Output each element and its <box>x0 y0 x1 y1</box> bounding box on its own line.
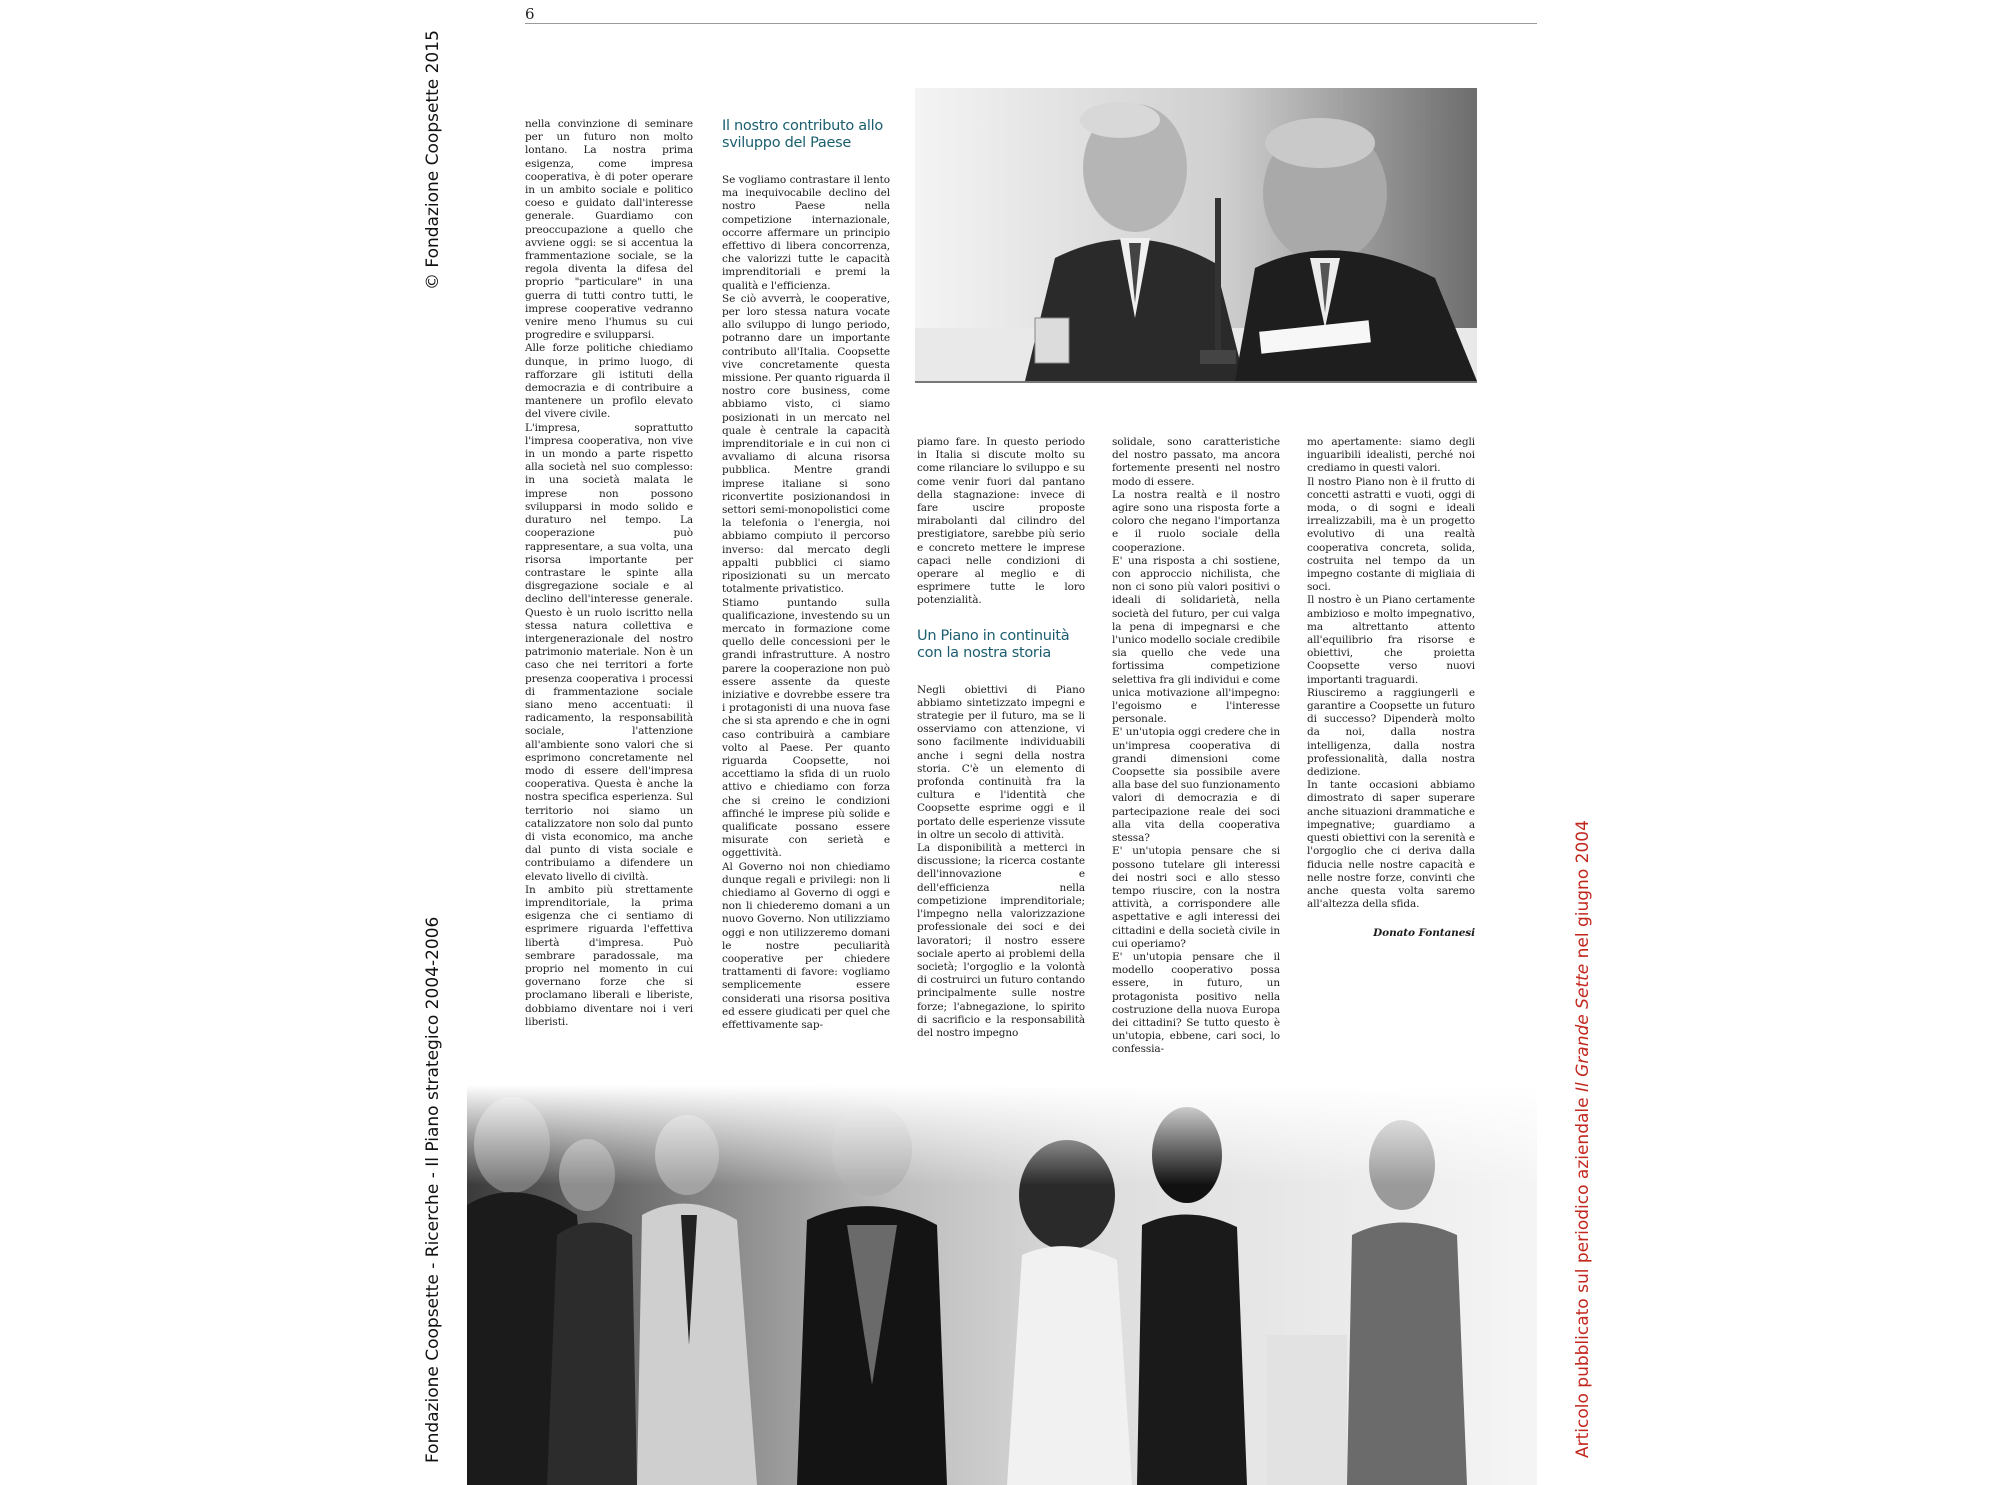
paragraph: E' un'utopia pensare che il modello cooperativo possa essere, in futuro, un protagonista positivo nella costruzione della nuova Europa dei cittadini? Se tutto questo è un'utopia, ebbene, cari soci, lo confessia- <box>1112 950 1280 1056</box>
article-periodical-title: Il Grande Sette <box>1573 963 1593 1092</box>
paragraph: E' un'utopia pensare che si possono tutelare gli interessi dei nostri soci e allo stesso tempo riuscire, con la nostra attività, a corrispondere alle aspettative e agli interessi dei cittadini e della società civile in cui operiamo? <box>1112 845 1280 950</box>
photo-two-men-at-table <box>915 88 1477 381</box>
paragraph: piamo fare. In questo periodo in Italia si discute molto su come rilanciare lo sviluppo e su come venir fuori dal pantano della stagnazione: invece di fare uscire proposte mirabolanti dal cilindro del prestigiatore, sarebbe più serio e concreto mettere le imprese capaci nelle condizioni di operare al meglio e di esprimere tutte le loro potenzialità. <box>917 436 1085 607</box>
paragraph: Al Governo noi non chiediamo dunque regali e privilegi: non li chiediamo al Governo di oggi e non li chiederemo domani a un nuovo Governo. Non utilizziamo oggi e non utilizzeremo domani le nostre peculiarità cooperative per chiedere trattamenti di favore: vogliamo semplicemente essere considerati una risorsa positiva ed essere giudicati per quel che effettivamente sap- <box>722 860 890 1031</box>
paragraph: In tante occasioni abbiamo dimostrato di saper superare anche situazioni drammatiche e impegnative; guardiamo a questi obiettivi con la serenità e l'orgoglio che ci deriva dalla fiducia nelle nostre capacità e nelle nostre forze, convinti che anche questa volta saremo all'altezza della sfida. <box>1307 779 1475 911</box>
text-column-3 <box>917 436 1085 1040</box>
text-column-4 <box>1112 436 1280 1057</box>
paragraph: Il nostro Piano non è il frutto di concetti astratti e vuoti, oggi di moda, o di sogni e ideali irrealizzabili, ma è un progetto evolutivo di una realtà cooperativa concreta, solida, costruita nel tempo da un impegno costante di migliaia di soci. <box>1307 475 1475 594</box>
text-column-2 <box>722 118 890 1032</box>
paragraph: mo apertamente: siamo degli inguaribili idealisti, perché noi crediamo in questi valori. <box>1307 436 1475 475</box>
paragraph: Riusciremo a raggiungerli e garantire a Coopsette un futuro di successo? Dipenderà molto da noi, dalla nostra intelligenza, dalla nostra professionalità, dalla nostra dedizione. <box>1307 686 1475 779</box>
paragraph: La disponibilità a metterci in discussione; la ricerca costante dell'innovazione e dell'efficienza nella competizione imprenditoriale; l'impegno nella valorizzazione professionale dei soci e dei lavoratori; il nostro essere sociale aperto ai problemi della società; l'orgoglio e la volontà di costruirci un futuro contando principalmente sulle nostre forze; l'abnegazione, lo spirito di sacrificio e la responsabilità del nostro impegno <box>917 842 1085 1039</box>
paragraph: La nostra realtà e il nostro agire sono una risposta forte a coloro che negano l'importanza e il ruolo sociale della cooperazione. <box>1112 488 1280 554</box>
side-caption-project: Fondazione Coopsette - Ricerche - Il Piano strategico 2004-2006 <box>423 916 443 1463</box>
paragraph: Se ciò avverrà, le cooperative, per loro stessa natura vocate allo sviluppo di lungo periodo, potranno dare un importante contributo all'Italia. Coopsette vive concretamente questa missione. Per quanto riguarda il nostro core business, come abbiamo visto, ci siamo posizionati in un mercato nel quale è centrale la capacità imprenditoriale e in cui non ci avvaliamo di alcuna risorsa pubblica. Mentre grandi imprese italiane si sono riconvertite posizionandosi in settori semi-monopolistici come la telefonia o l'energia, noi abbiamo compiuto il percorso inverso: dal mercato degli appalti pubblici ci siamo riposizionati su un mercato totalmente privatistico. <box>722 292 890 596</box>
header-rule <box>525 23 1537 24</box>
author-signature: Donato Fontanesi <box>1373 927 1475 940</box>
paragraph: Se vogliamo contrastare il lento ma inequivocabile declino del nostro Paese nella competizione internazionale, occorre affermare un principio effettivo di libera concorrenza, che valorizzi tutte le capacità imprenditoriali e premi la qualità e l'efficienza. <box>722 174 890 292</box>
paragraph: E' una risposta a chi sostiene, con approccio nichilista, che non ci sono più valori positivi o ideali di solidarietà, nella società del futuro, per cui valga la pena di impegnarsi e che l'unico modello sociale credibile sia quello che vede una fortissima competizione selettiva fra gli individui e come unica motivazione all'impegno: l'egoismo e l'interesse personale. <box>1112 554 1280 726</box>
side-caption-copyright: © Fondazione Coopsette 2015 <box>423 30 443 290</box>
photo-bottom-drawing <box>467 1085 1537 1485</box>
paragraph: E' un'utopia oggi credere che in un'impresa cooperativa di grandi dimensioni come Coopsette sia possibile avere alla base del suo funzionamento valori di democrazia e di partecipazione reale dei soci alla vita della cooperativa stessa? <box>1112 726 1280 845</box>
section-heading-continuita: Un Piano in continuità con la nostra storia <box>917 627 1070 661</box>
photo-top-drawing <box>915 88 1477 381</box>
paragraph: In ambito più strettamente imprenditoriale, la prima esigenza che ci sentiamo di esprimere riguarda l'effettiva libertà d'impresa. Può sembrare paradossale, ma proprio nel momento in cui governano forze che si proclamano liberali e liberiste, dobbiamo diventare noi i veri liberisti. <box>525 883 693 1028</box>
section-heading-contributo: Il nostro contributo allo sviluppo del Paese <box>722 118 883 151</box>
paragraph: solidale, sono caratteristiche del nostro passato, ma ancora fortemente presenti nel nostro modo di essere. <box>1112 436 1280 488</box>
text-column-5 <box>1307 436 1475 941</box>
photo-group-reception <box>467 1085 1537 1485</box>
paragraph: Alle forze politiche chiediamo dunque, in primo luogo, di rafforzare gli istituti della democrazia e di contribuire a mantenere un profilo elevato del vivere civile. <box>525 342 693 421</box>
article-prefix: Articolo pubblicato sul periodico aziendale <box>1573 1092 1593 1458</box>
paragraph: Stiamo puntando sulla qualificazione, investendo su un mercato in formazione come quello delle concessioni per le grandi infrastrutture. A nostro parere la cooperazione non può essere assente da queste iniziative e dovrebbe essere tra i protagonisti di una nuova fase che si sta aprendo e che in ogni caso contribuirà a cambiare volto al Paese. Per quanto riguarda Coopsette, noi accettiamo la sfida di un ruolo attivo e chiediamo con forza che si creino le condizioni affinché le imprese più solide e qualificate possano essere misurate con serietà e oggettività. <box>722 596 890 860</box>
article-suffix: nel giugno 2004 <box>1573 820 1593 964</box>
paragraph: L'impresa, soprattutto l'impresa cooperativa, non vive in un mondo a parte rispetto alla società nel suo complesso: in una società malata le imprese non possono svilupparsi in modo solido e duraturo nel tempo. La cooperazione può rappresentare, a sua volta, una risorsa importante per contrastare le spinte alla disgregazione sociale e al declino dell'interesse generale. Questo è un ruolo iscritto nella stessa natura collettiva e intergenerazionale del nostro patrimonio materiale. Non è un caso che nei territori a forte presenza cooperativa i processi di frammentazione sociale siano meno accentuati: il radicamento, la responsabilità sociale, l'attenzione all'ambiente sono valori che si esprimono concretamente nel modo di essere dell'impresa cooperativa. Questa è anche la nostra specifica esperienza. Sul territorio noi siamo un catalizzatore non solo dal punto di vista economico, ma anche dal punto di vista sociale e contribuiamo a difendere un elevato livello di civiltà. <box>525 421 693 883</box>
text-column-1 <box>525 118 693 1029</box>
paragraph: nella convinzione di seminare per un futuro non molto lontano. La nostra prima esigenza, come impresa cooperativa, è di poter operare in un ambito sociale e politico coeso e guidato dall'interesse generale. Guardiamo con preoccupazione a quello che avviene oggi: se si accentua la frammentazione sociale, se la regola diventa la difesa del proprio "particulare" in una guerra di tutti contro tutti, le imprese cooperative vedranno venire meno l'humus su cui progredire e svilupparsi. <box>525 118 693 342</box>
side-caption-article <box>1573 820 1593 1458</box>
photo-top-bottom-border <box>915 381 1477 383</box>
paragraph: Il nostro è un Piano certamente ambizioso e molto impegnativo, ma altrettanto attento all'equilibrio fra risorse e obiettivi, che proietta Coopsette verso nuovi importanti traguardi. <box>1307 594 1475 686</box>
page-number: 6 <box>525 5 535 23</box>
paragraph: Negli obiettivi di Piano abbiamo sintetizzato impegni e strategie per il futuro, ma se li osserviamo con attenzione, vi sono facilmente individuabili anche i segni della nostra storia. C'è un elemento di profonda continuità fra la cultura e l'identità che Coopsette esprime oggi e il portato delle esperienze vissute in oltre un secolo di attività. <box>917 683 1085 841</box>
